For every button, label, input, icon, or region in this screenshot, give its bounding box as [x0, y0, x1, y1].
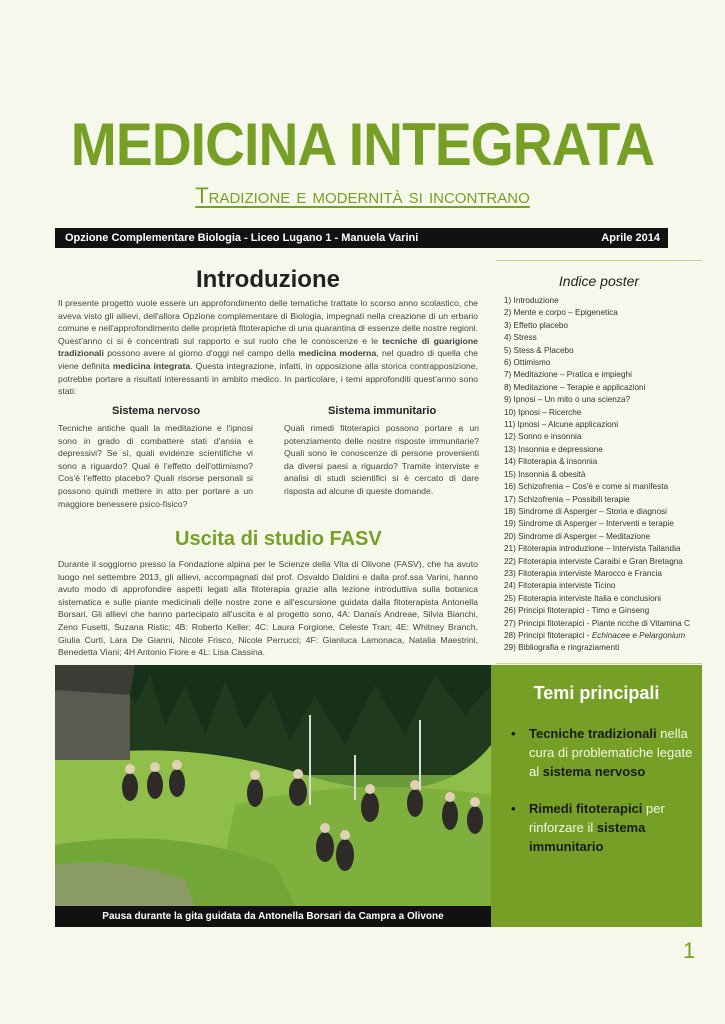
index-item: 23) Fitoterapia interviste Marocco e Francia — [504, 568, 662, 578]
index-item: 22) Fitoterapia interviste Caraibi e Gran Bretagna — [504, 556, 683, 566]
index-item: 17) Schizofrenia – Possibili terapie — [504, 494, 630, 504]
index-item: 1) Introduzione — [504, 296, 559, 305]
index-item: 20) Sindrome di Asperger – Meditazione — [504, 531, 651, 541]
fasv-heading: Uscita di studio FASV — [175, 528, 382, 550]
nervoso-heading: Sistema nervoso — [112, 405, 201, 417]
index-item: 11) Ipnosi – Alcune applicazioni — [504, 420, 619, 430]
themes-heading: Temi principali — [533, 683, 660, 703]
page-subtitle: Tradizione e modernità si incontrano — [195, 183, 530, 208]
index-heading: Indice poster — [558, 273, 640, 289]
index-item: 26) Principi fitoterapici - Timo e Ginseng — [504, 606, 650, 616]
index-item: 13) Insonnia e depressione — [504, 444, 603, 454]
index-item: 12) Sonno e insonnia — [504, 432, 582, 442]
intro-heading: Introduzione — [196, 266, 340, 293]
index-item: 16) Schizofrenia – Cos'è e come si manifesta — [504, 482, 669, 492]
page-number: 1 — [683, 938, 696, 963]
course-info: Opzione Complementare Biologia - Liceo Lugano 1 - Manuela Varini — [65, 232, 419, 244]
index-item: 3) Effetto placebo — [504, 320, 569, 330]
page-title: MEDICINA INTEGRATA — [70, 111, 655, 178]
index-item: 18) Sindrome di Asperger – Storia e diagnosi — [504, 506, 667, 516]
photo-scene — [55, 665, 491, 906]
index-item: 15) Insonnia & obesità — [504, 469, 586, 479]
index-item: 24) Fitoterapia interviste Ticino — [504, 581, 616, 591]
poster-index — [496, 260, 702, 664]
fasv-text: Durante il soggiorno presso la Fondazione alpina per le Scienze della Vita di Olivone (FASV), che ha avuto luogo nel settembre 2013, gli allievi, accompagnati dal prof. Osvaldo Daldini e dalla prof.ssa Varini, hanno avuto modo di approfondire aspetti legati alla fitoterapia grazie alla lezione introduttiva sulla botanica sistematica e sulle piante medicinali delle nostre zone e all'escursione guidata dalla fitoterapista Antonella Borsari. Gli allievi che hanno partecipato all'uscita e al progetto sono, 4A: Danaïs Andreae, Silvia Bianchi, Zeno Fusetti, Suzana Ristic; 4B: Roberto Keller; 4C: Laura Forgione, Celeste Tran; 4E: Whitney Branch, Giulia Curti, Lara De Gianni, Nicole Frisco, Nicole Perrucci; 4F: Gianluca Lamonaca, Natalia Maestrini, Benedetta Viani; 4H Antonio Fiore e 4L: Lisa Cassina. — [58, 559, 478, 658]
nervoso-text: Tecniche antiche quali la meditazione e l'ipnosi sono in grado di combattere stati d'ansia e depressivi? Se sì, quali evidenze scientifiche vi sono a riguardo? Qual è l'effetto dell'ottimismo? Cos'è l'effetto placebo? Quali risorse personali si possono quindi mettere in atto per portare a un maggiore benessere psico-fisico? — [58, 423, 253, 509]
index-item: 2) Mente e corpo – Epigenetica — [504, 308, 618, 318]
index-item: 29) Bibliografia e ringraziamenti — [504, 643, 620, 653]
index-item: 6) Ottimismo — [504, 358, 551, 368]
header-bar — [55, 228, 668, 248]
group-photo — [55, 665, 491, 906]
date-label: Aprile 2014 — [601, 232, 660, 244]
index-item: 8) Meditazione – Terapie e applicazioni — [504, 382, 646, 392]
index-item: 25) Fitoterapia interviste Italia e conclusioni — [504, 593, 662, 603]
index-item: 5) Stess & Placebo — [504, 345, 574, 355]
theme-item: • Tecniche tradizionali nella cura di problematiche legate al sistema nervoso — [511, 724, 702, 781]
index-item: 19) Sindrome di Asperger – Interventi e terapie — [504, 519, 674, 529]
main-themes-box — [491, 665, 702, 927]
index-item: 4) Stress — [504, 333, 537, 343]
index-item: 28) Principi fitoterapici - Echinacee e Pelargonium — [504, 630, 686, 640]
immunitario-text: Quali rimedi fitoterapici possono portare a un potenziamento delle nostre risposte immunitarie? Quali sono le conoscenze di persone provenienti da diversi paesi a riguardo? Tramite interviste e analisi di studi scientifici si è cercato di dare risposta ad alcune di queste domande. — [284, 423, 479, 496]
index-item: 21) Fitoterapia introduzione – Intervista Tailandia — [504, 544, 681, 554]
intro-text: Il presente progetto vuole essere un approfondimento delle tematiche trattate lo scorso anno scolastico, che aveva visto gli allievi, dell'allora Opzione complementare di Biologia, impegnati nella creazione di un erbario comune e nell'approfondimento delle proprietà fitoterapiche di una quarantina di essenze delle nostre regioni. Quest'anno ci si è concentrati sul rapporto e sul ruolo che le conoscenze e le tecniche di guarigione tradizionali possono avere al giorno d'oggi nel campo della medicina moderna, nel quadro di quella che viene definita medicina integrata. Questa integrazione, infatti, in opposizione alla storica contrapposizione, potrebbe portare a risultati interessanti in ambito medico. In particolare, i temi approfonditi quest'anno sono stati: — [58, 298, 479, 397]
index-item: 9) Ipnosi – Un mito o una scienza? — [504, 395, 631, 405]
index-item: 10) Ipnosi – Ricerche — [504, 407, 582, 417]
index-item: 14) Fitoterapia & insonnia — [504, 457, 598, 467]
theme-item: • Rimedi fitoterapici per rinforzare il sistema immunitario — [511, 799, 702, 856]
immunitario-heading: Sistema immunitario — [328, 405, 437, 417]
index-item: 27) Principi fitoterapici - Piante ricche di Vitamina C — [504, 618, 690, 628]
index-item: 7) Meditazione – Pratica e impieghi — [504, 370, 632, 380]
photo-caption: Pausa durante la gita guidata da Antonella Borsari da Campra a Olivone — [55, 906, 491, 927]
